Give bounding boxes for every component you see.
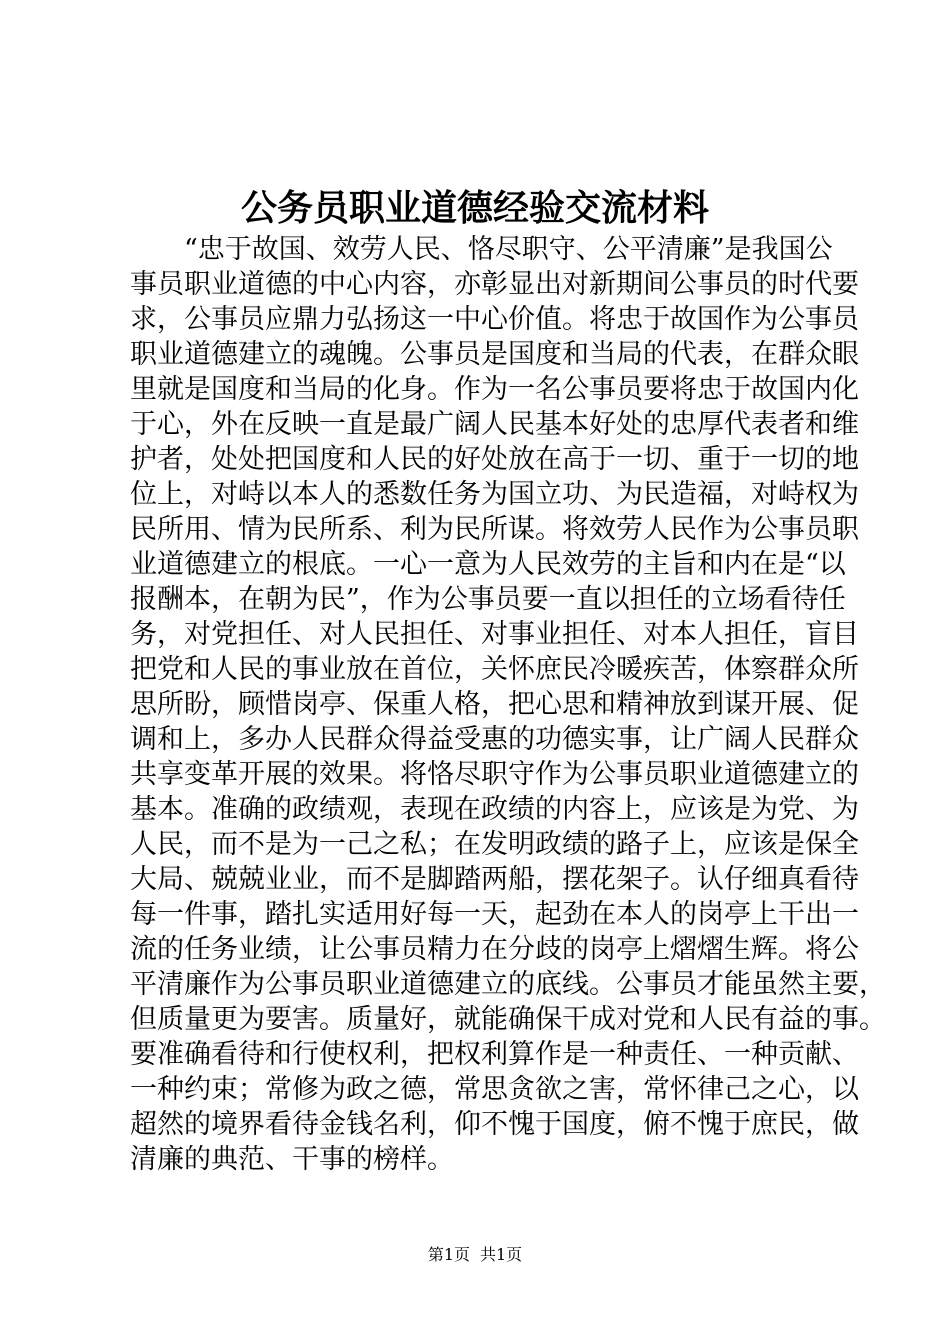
paragraph-line: 要准确看待和行使权利，把权利算作是一种责任、一种贡献、 <box>130 1039 859 1070</box>
paragraph-line: 但质量更为要害。质量好，就能确保干成对党和人民有益的事。 <box>130 1004 886 1035</box>
paragraph-line: 每一件事，踏扎实适用好每一天，起劲在本人的岗亭上干出一 <box>130 899 859 930</box>
page-footer <box>0 1244 950 1266</box>
paragraph-line: 民所用、情为民所系、利为民所谋。将效劳人民作为公事员职 <box>130 514 859 545</box>
paragraph-line: “忠于故国、效劳人民、恪尽职守、公平清廉”是我国公 <box>184 234 833 265</box>
document-title: 公务员职业道德经验交流材料 <box>240 188 709 229</box>
paragraph-line: 思所盼，顾惜岗亭、保重人格，把心思和精神放到谋开展、促 <box>130 689 859 720</box>
paragraph-line: 一种约束；常修为政之德，常思贪欲之害，常怀律己之心，以 <box>130 1074 859 1105</box>
paragraph-line: 大局、兢兢业业，而不是脚踏两船，摆花架子。认仔细真看待 <box>130 864 859 895</box>
body-paragraph <box>130 232 886 1177</box>
paragraph-line: 超然的境界看待金钱名利，仰不愧于国度，俯不愧于庶民，做 <box>130 1109 859 1140</box>
page-number-current: 第1页 <box>427 1245 470 1264</box>
paragraph-line: 求，公事员应鼎力弘扬这一中心价值。将忠于故国作为公事员 <box>130 304 859 335</box>
paragraph-line: 调和上，多办人民群众得益受惠的功德实事，让广阔人民群众 <box>130 724 859 755</box>
paragraph-line: 于心，外在反映一直是最广阔人民基本好处的忠厚代表者和维 <box>130 409 859 440</box>
paragraph-line: 人民，而不是为一己之私；在发明政绩的路子上，应该是保全 <box>130 829 859 860</box>
paragraph-line: 基本。准确的政绩观，表现在政绩的内容上，应该是为党、为 <box>130 794 859 825</box>
paragraph-line: 事员职业道德的中心内容，亦彰显出对新期间公事员的时代要 <box>130 269 859 300</box>
paragraph-line: 位上，对峙以本人的悉数任务为国立功、为民造福，对峙权为 <box>130 479 859 510</box>
paragraph-line: 职业道德建立的魂魄。公事员是国度和当局的代表，在群众眼 <box>130 339 859 370</box>
paragraph-line: 流的任务业绩，让公事员精力在分歧的岗亭上熠熠生辉。将公 <box>130 934 859 965</box>
paragraph-line: 务，对党担任、对人民担任、对事业担任、对本人担任，盲目 <box>130 619 859 650</box>
paragraph-line: 里就是国度和当局的化身。作为一名公事员要将忠于故国内化 <box>130 374 859 405</box>
paragraph-line: 平清廉作为公事员职业道德建立的底线。公事员才能虽然主要， <box>130 969 886 1000</box>
paragraph-line: 业道德建立的根底。一心一意为人民效劳的主旨和内在是“以 <box>130 549 846 580</box>
paragraph-line: 共享变革开展的效果。将恪尽职守作为公事员职业道德建立的 <box>130 759 859 790</box>
paragraph-line: 报酬本，在朝为民”，作为公事员要一直以担任的立场看待任 <box>130 584 846 615</box>
paragraph-line: 清廉的典范、干事的榜样。 <box>130 1144 454 1175</box>
paragraph-line: 护者，处处把国度和人民的好处放在高于一切、重于一切的地 <box>130 444 859 475</box>
paragraph-line: 把党和人民的事业放在首位，关怀庶民冷暖疾苦，体察群众所 <box>130 654 859 685</box>
page-number-total: 共1页 <box>480 1245 523 1264</box>
